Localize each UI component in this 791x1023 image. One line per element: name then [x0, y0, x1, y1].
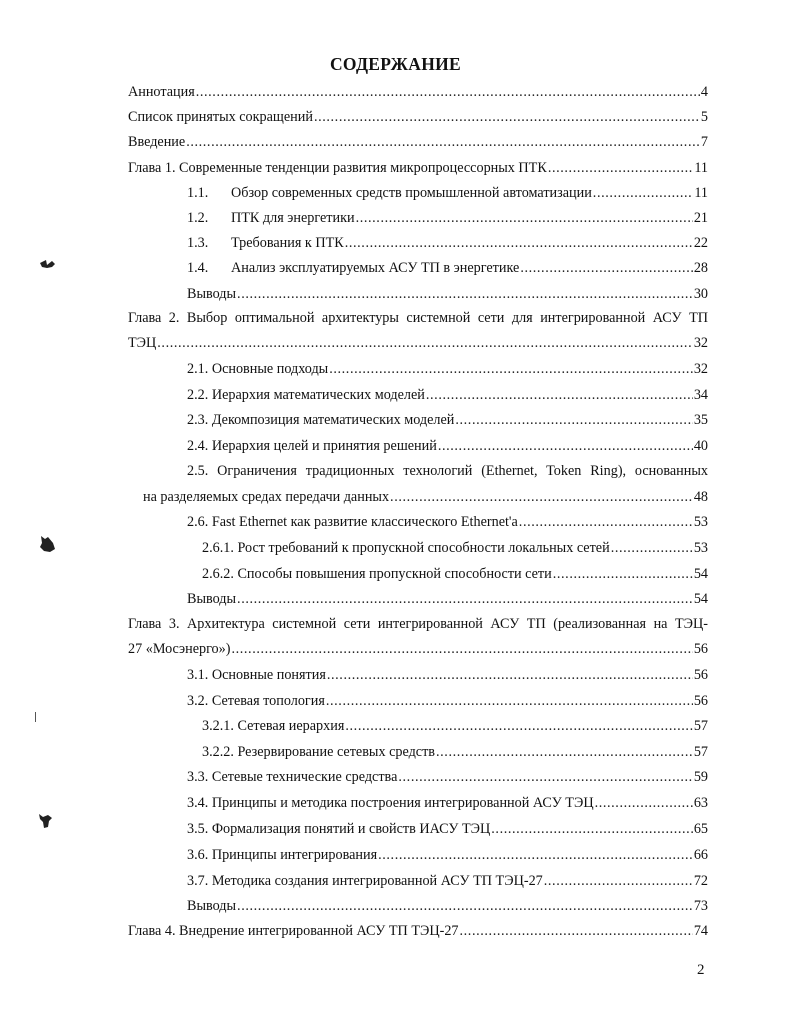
entry-text: 3.1. Основные понятия	[187, 667, 326, 683]
entry-page: 72	[693, 873, 708, 889]
toc-entry[interactable]	[187, 436, 708, 456]
entry-page: 56	[693, 667, 708, 683]
scan-artifact-mark	[38, 256, 58, 270]
toc-entry[interactable]	[202, 538, 708, 558]
dot-leader	[491, 819, 693, 839]
entry-page: 35	[693, 412, 708, 428]
entry-text: 3.3. Сетевые технические средства	[187, 769, 398, 785]
scan-artifact-mark	[36, 811, 56, 831]
entry-text: ПТК для энергетики	[231, 210, 355, 226]
dot-leader	[237, 589, 693, 609]
toc-entry[interactable]	[128, 921, 708, 941]
entry-page: 48	[693, 489, 708, 505]
entry-page: 40	[693, 438, 708, 454]
entry-text: Глава 1. Современные тенденции развития микропроцессорных ПТК	[128, 160, 547, 176]
toc-entry[interactable]	[187, 589, 708, 609]
toc-entry[interactable]	[187, 767, 708, 787]
entry-text-line1: Глава 3. Архитектура системной сети интегрированной АСУ ТП (реализованная на ТЭЦ-	[128, 616, 708, 632]
toc-entry[interactable]	[143, 487, 708, 507]
entry-text: Анализ эксплуатируемых АСУ ТП в энергетике	[231, 260, 520, 276]
entry-text: 3.5. Формализация понятий и свойств ИАСУ ТЭЦ	[187, 821, 491, 837]
dot-leader	[544, 871, 693, 891]
dot-leader	[345, 233, 693, 253]
dot-leader	[436, 742, 693, 762]
entry-text-line1: 2.5. Ограничения традиционных технологий (Ethernet, Token Ring), основанных	[187, 463, 708, 479]
entry-text: Введение	[128, 134, 186, 150]
entry-page: 11	[694, 185, 708, 201]
entry-page: 54	[693, 566, 708, 582]
dot-leader	[593, 183, 694, 203]
entry-label	[187, 258, 519, 278]
dot-leader	[196, 82, 700, 102]
toc-entry[interactable]	[187, 691, 708, 711]
dot-leader	[520, 258, 692, 278]
entry-text: 2.3. Декомпозиция математических моделей	[187, 412, 455, 428]
entry-text: 3.7. Методика создания интегрированной АСУ ТП ТЭЦ-27	[187, 873, 543, 889]
dot-leader	[426, 385, 693, 405]
dot-leader	[378, 845, 693, 865]
entry-page: 7	[700, 134, 708, 150]
toc-entry[interactable]	[187, 410, 708, 430]
entry-label	[187, 208, 355, 228]
toc-entry[interactable]	[202, 742, 708, 762]
dot-leader	[460, 921, 693, 941]
toc-entry[interactable]	[202, 716, 708, 736]
entry-page: 59	[693, 769, 708, 785]
entry-number: 1.3.	[187, 235, 209, 251]
dot-leader	[237, 896, 693, 916]
toc-entry[interactable]	[128, 132, 708, 152]
entry-page: 34	[693, 387, 708, 403]
toc-entry[interactable]	[128, 639, 708, 659]
entry-text: Список принятых сокращений	[128, 109, 313, 125]
entry-text: Аннотация	[128, 84, 195, 100]
toc-title: СОДЕРЖАНИЕ	[329, 54, 461, 74]
toc-entry[interactable]	[187, 183, 708, 203]
toc-entry[interactable]	[187, 896, 708, 916]
toc-entry[interactable]	[187, 665, 708, 685]
toc-entry[interactable]	[128, 82, 708, 102]
entry-page: 66	[693, 847, 708, 863]
toc-entry[interactable]	[187, 793, 708, 813]
entry-text: Выводы	[187, 898, 237, 914]
toc-entry[interactable]	[128, 107, 708, 127]
dot-leader	[237, 284, 693, 304]
toc-entry[interactable]	[187, 512, 708, 532]
entry-page: 57	[693, 744, 708, 760]
entry-page: 21	[693, 210, 708, 226]
toc-entry[interactable]	[128, 333, 708, 353]
entry-page: 11	[694, 160, 708, 176]
toc-entry[interactable]	[202, 564, 708, 584]
dot-leader	[519, 512, 693, 532]
entry-page: 32	[693, 361, 708, 377]
dot-leader	[314, 107, 700, 127]
entry-text: Выводы	[187, 286, 237, 302]
dot-leader	[326, 691, 693, 711]
entry-page: 22	[693, 235, 708, 251]
entry-text: 2.2. Иерархия математических моделей	[187, 387, 425, 403]
scan-artifact-mark	[34, 712, 38, 722]
entry-page: 56	[693, 641, 708, 657]
entry-text: 3.2.2. Резервирование сетевых средств	[202, 744, 436, 760]
entry-page: 73	[693, 898, 708, 914]
entry-page: 32	[693, 335, 708, 351]
entry-text: 27 «Мосэнерго»)	[128, 641, 231, 657]
entry-page: 56	[693, 693, 708, 709]
dot-leader	[356, 208, 693, 228]
entry-text: 2.4. Иерархия целей и принятия решений	[187, 438, 437, 454]
toc-entry[interactable]	[187, 845, 708, 865]
entry-number: 1.4.	[187, 260, 209, 276]
entry-page: 65	[693, 821, 708, 837]
entry-label	[187, 233, 344, 253]
dot-leader	[390, 487, 693, 507]
entry-page: 63	[693, 795, 708, 811]
entry-page: 54	[693, 591, 708, 607]
dot-leader	[231, 639, 692, 659]
entry-page: 57	[693, 718, 708, 734]
toc-entry[interactable]	[187, 208, 708, 228]
entry-page: 74	[693, 923, 708, 939]
dot-leader	[398, 767, 692, 787]
entry-text: 2.6.2. Способы повышения пропускной способности сети	[202, 566, 552, 582]
page-number: 2	[697, 962, 705, 978]
dot-leader	[611, 538, 693, 558]
entry-text: 2.1. Основные подходы	[187, 361, 329, 377]
entry-text: Глава 4. Внедрение интегрированной АСУ ТП ТЭЦ-27	[128, 923, 459, 939]
entry-text: 3.6. Принципы интегрирования	[187, 847, 378, 863]
toc-entry[interactable]	[187, 284, 708, 304]
entry-text: 2.6. Fast Ethernet как развитие классического Ethernet'а	[187, 514, 518, 530]
dot-leader	[327, 665, 693, 685]
entry-text: ТЭЦ	[128, 335, 157, 351]
dot-leader	[548, 158, 694, 178]
dot-leader	[553, 564, 693, 584]
dot-leader	[455, 410, 692, 430]
toc-entry[interactable]	[128, 158, 708, 178]
entry-page: 30	[693, 286, 708, 302]
entry-label	[187, 183, 592, 203]
toc-entry[interactable]	[187, 871, 708, 891]
entry-text: 2.6.1. Рост требований к пропускной способности локальных сетей	[202, 540, 610, 556]
dot-leader	[157, 333, 693, 353]
scan-artifact-mark	[36, 534, 58, 554]
entry-page: 53	[693, 514, 708, 530]
entry-text: на разделяемых средах передачи данных	[143, 489, 390, 505]
entry-page: 28	[693, 260, 708, 276]
entry-number: 1.1.	[187, 185, 209, 201]
entry-text: 3.4. Принципы и методика построения интегрированной АСУ ТЭЦ	[187, 795, 594, 811]
entry-page: 4	[700, 84, 708, 100]
entry-number: 1.2.	[187, 210, 209, 226]
dot-leader	[438, 436, 693, 456]
entry-text: Выводы	[187, 591, 237, 607]
toc-entry[interactable]	[187, 233, 708, 253]
entry-text: Требования к ПТК	[231, 235, 344, 251]
entry-page: 53	[693, 540, 708, 556]
entry-text: 3.2. Сетевая топология	[187, 693, 325, 709]
dot-leader	[345, 716, 692, 736]
dot-leader	[186, 132, 700, 152]
entry-text: Обзор современных средств промышленной автоматизации	[231, 185, 592, 201]
toc-entry[interactable]	[187, 258, 708, 278]
dot-leader	[329, 359, 693, 379]
entry-text: 3.2.1. Сетевая иерархия	[202, 718, 345, 734]
toc-entry[interactable]	[187, 385, 708, 405]
toc-entry[interactable]	[187, 819, 708, 839]
entry-page: 5	[700, 109, 708, 125]
dot-leader	[595, 793, 693, 813]
toc-entry[interactable]	[187, 359, 708, 379]
entry-text-line1: Глава 2. Выбор оптимальной архитектуры системной сети для интегрированной АСУ ТП	[128, 310, 708, 326]
